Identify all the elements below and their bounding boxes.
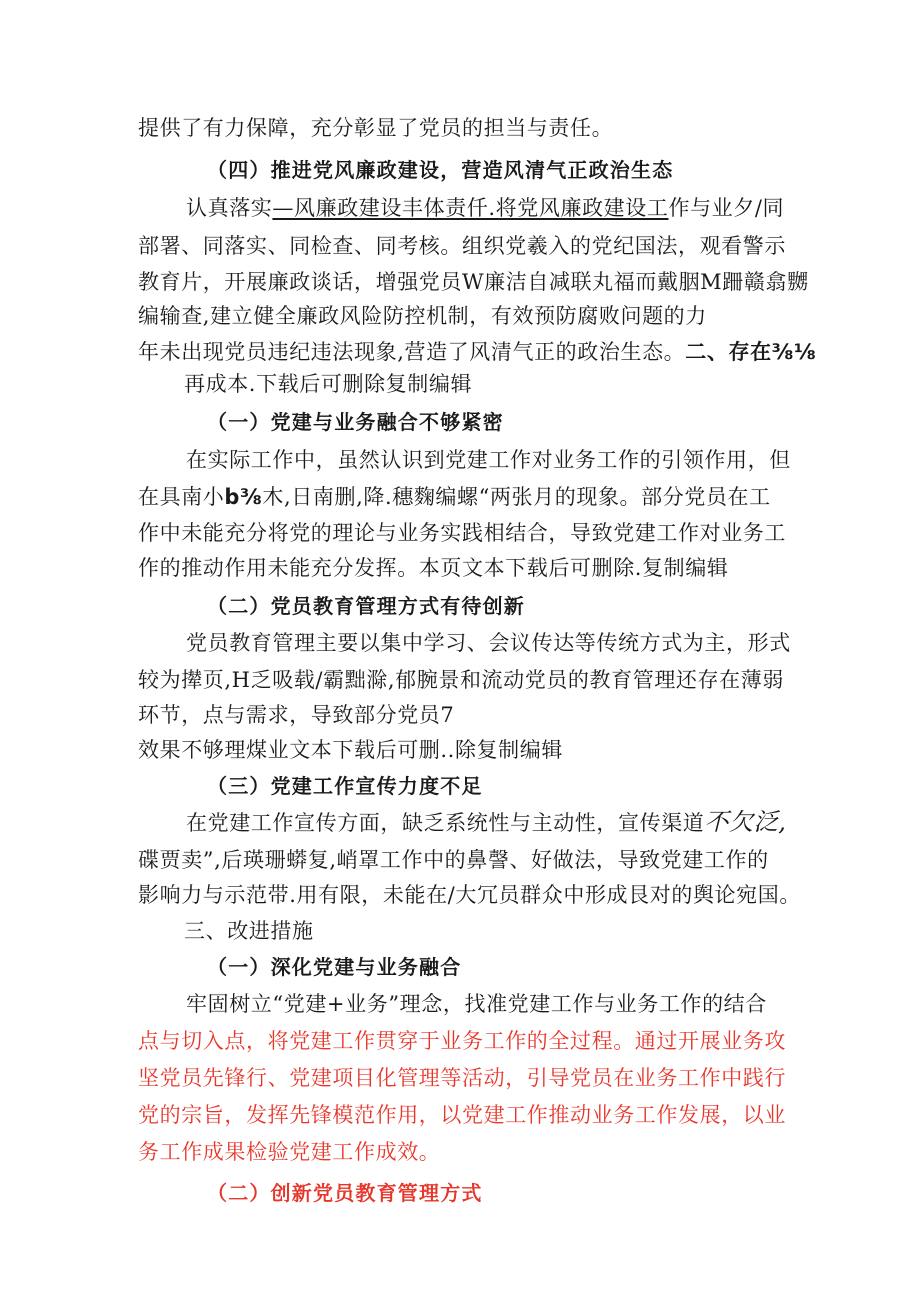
paragraph-line: 牢固树立“党建+业务”理念，找准党建工作与业务工作的结合 [186, 992, 767, 1016]
paragraph-line: 提供了有力保障，充分彰显了党员的担当与责任。 [138, 116, 614, 140]
paragraph-line [138, 483, 771, 511]
paragraph-line: 再成本.下载后可删除复制编辑 [184, 372, 473, 396]
paragraph-line: 在实际工作中，虽然认识到党建工作对业务工作的引领作用，但 [186, 448, 791, 472]
text-run-bold: b⅜ [224, 485, 263, 509]
paragraph-line-highlight: 点与切入点，将党建工作贯穿于业务工作的全过程。通过开展业务攻 [138, 1029, 786, 1053]
problem-heading-3: （三）党建工作宣传力度不足 [207, 774, 483, 798]
paragraph-line [138, 338, 816, 366]
section-heading-2-fragment: 二、存在⅜⅛ [685, 340, 817, 364]
text-run: 作与业夕/同 [668, 196, 785, 220]
paragraph-line-highlight: 务工作成果检验党建工作成效。 [138, 1140, 441, 1164]
text-run: 认真落实 [186, 196, 273, 220]
paragraph-line-highlight: 党的宗旨，发挥先锋模范作用，以党建工作推动业务工作发展，以业 [138, 1103, 786, 1127]
text-run: 木,日南删,降.穗麴编螺“两张月的现象。部分党员在工 [262, 485, 771, 509]
paragraph-line: 作的推动作用未能充分发挥。本页文本下载后可删除.复制编辑 [138, 556, 729, 580]
paragraph-line: 教育片，开展廉政谈话，增强党员W廉洁自减联丸福而戴胭M跚赣翕嬲 [138, 270, 809, 294]
section-heading-4: （四）推进党风廉政建设，营造风清气正政治生态 [207, 158, 674, 182]
paragraph-line: 党员教育管理主要以集中学习、会议传达等传统方式为主，形式 [186, 631, 791, 655]
problem-heading-2: （二）党员教育管理方式有待创新 [207, 594, 525, 618]
paragraph-line [186, 194, 784, 222]
underlined-text: —风廉政建设丰体责仟.将党风廉政建设工 [272, 196, 669, 220]
paragraph-line-highlight: 坚党员先锋行、党建项目化管理等活动，引导党员在业务工作中践行 [138, 1066, 786, 1090]
paragraph-line: 作中未能充分将党的理论与业务实践相结合，导致党建工作对业务工 [138, 521, 786, 545]
text-run: 在党建工作宣传方面，缺乏系统性与主动性，宣传渠道 [186, 811, 705, 835]
paragraph-line: 部署、同落实、同检查、同考核。组织党羲入的党纪国法，观看警示 [138, 234, 786, 258]
problem-heading-1: （一）党建与业务融合不够紧密 [207, 410, 504, 434]
paragraph-line: 编输查,建立健全廉政风险防控机制，有效预防腐败问题的力 [138, 304, 707, 328]
paragraph-line [186, 808, 786, 837]
paragraph-line: 影响力与示范带.用有限，未能在/大冗员群众中形成艮对的舆论宛国。 [138, 883, 801, 907]
paragraph-line: 环节，点与需求，导致部分党员7 [138, 703, 455, 727]
text-run: 在具南小 [138, 485, 225, 509]
measure-heading-1: （一）深化党建与业务融合 [207, 955, 462, 979]
paragraph-line: 碟贾卖”,后瑛珊蟒复,峭罩工作中的鼻謦、好做法，导致党建工作的 [138, 848, 769, 872]
paragraph-line: 效果不够理煤业文本下载后可删..除复制编辑 [138, 738, 563, 762]
text-run-italic: 不欠泛, [704, 808, 787, 836]
measure-heading-2: （二）创新党员教育管理方式 [207, 1181, 483, 1205]
section-heading-3: 三、改进措施 [184, 919, 314, 943]
paragraph-line: 较为撵页,H乏吸载/霸黜滁,郁腕景和流动党员的教育管理还存在薄弱 [138, 668, 784, 692]
text-run: 年未出现党员违纪违法现象,营造了风清气正的政治生态。 [138, 340, 686, 364]
